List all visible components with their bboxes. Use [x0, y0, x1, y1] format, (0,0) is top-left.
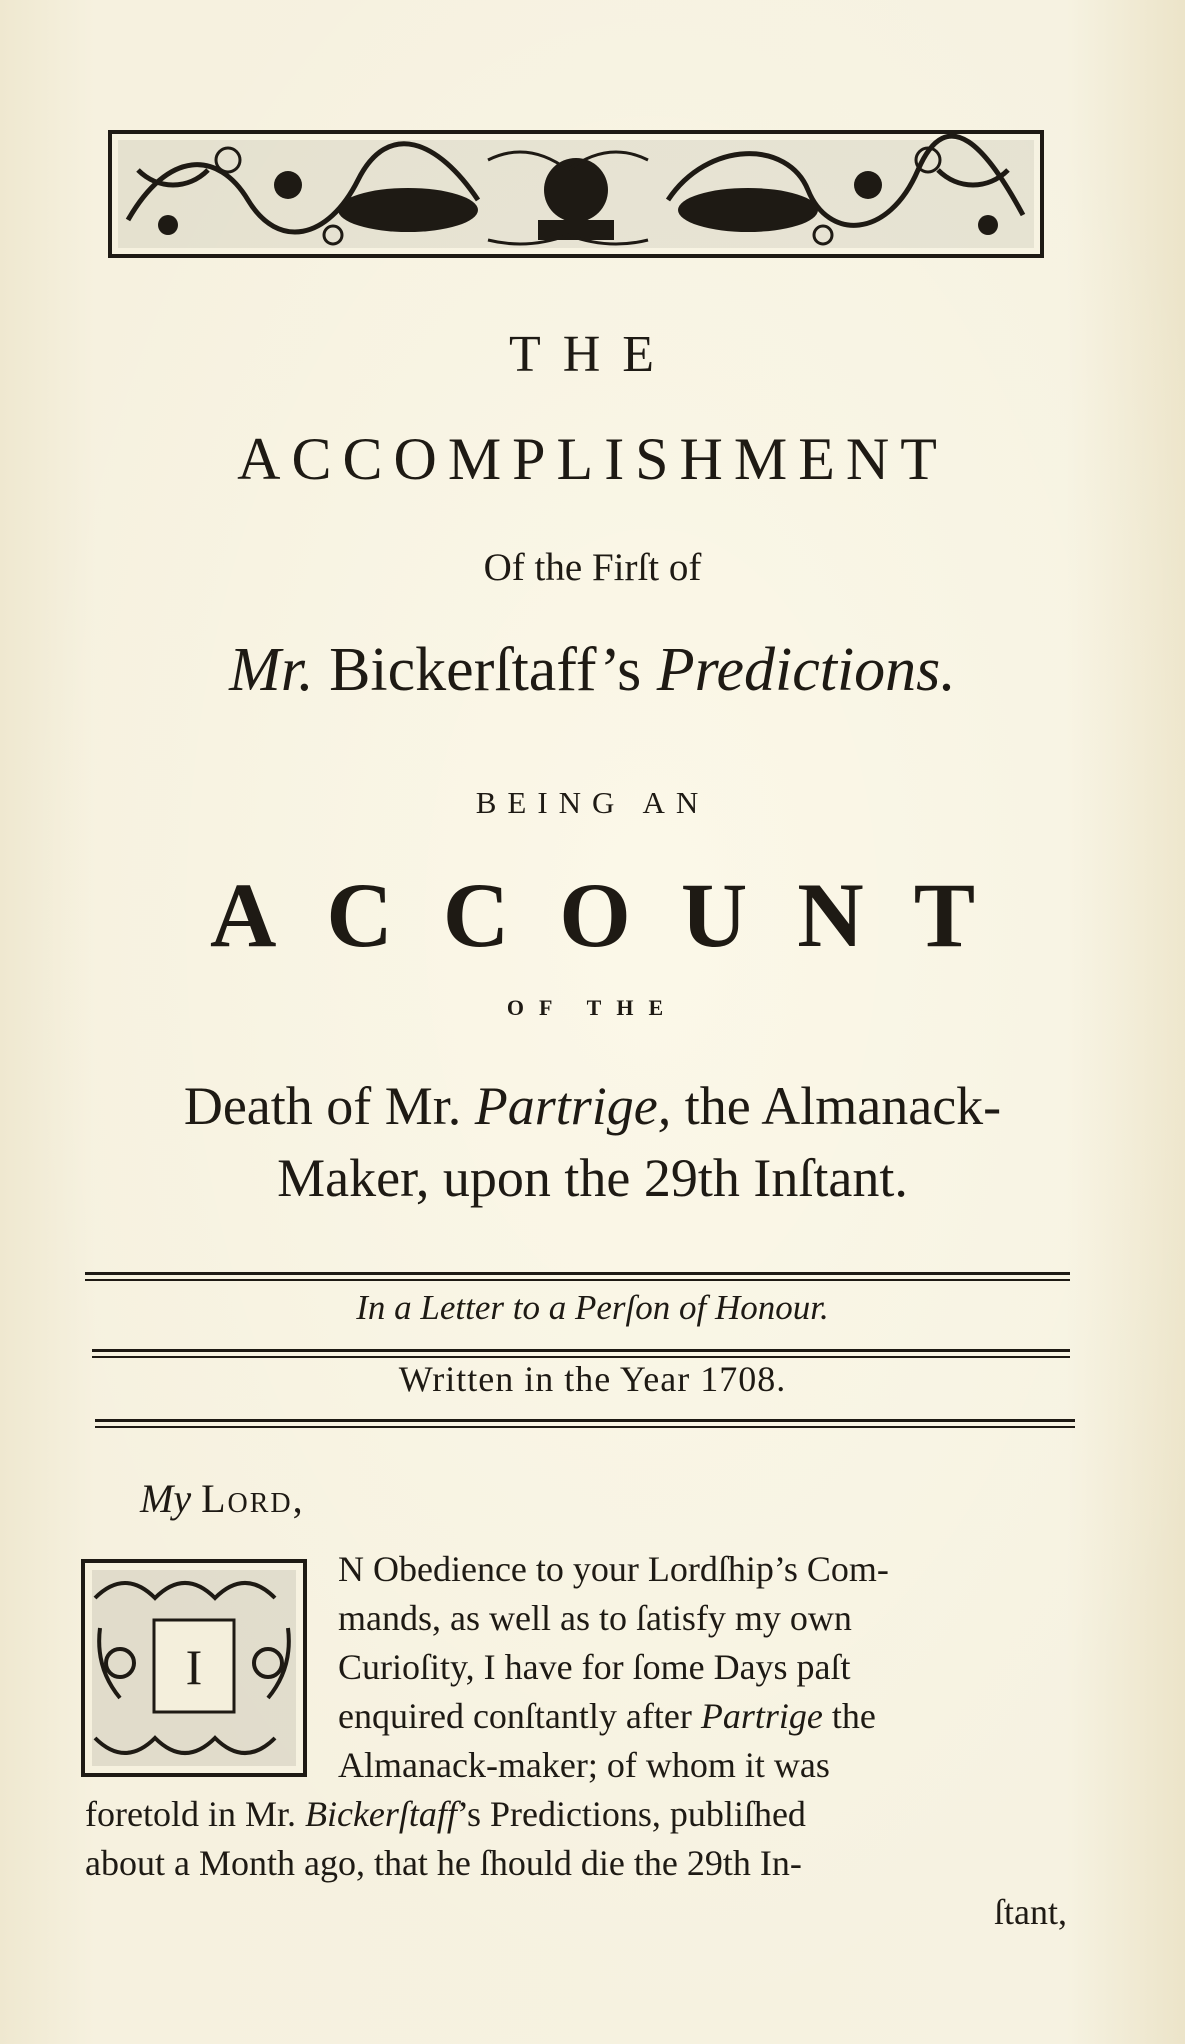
title-of-the-first: Of the Firſt of — [483, 546, 702, 589]
death-line-1a: Death of Mr. — [183, 1076, 462, 1136]
title-of-the: OF THE — [506, 995, 679, 1020]
letter-line-3: Curioſity, I have for ſome Days paſt — [338, 1647, 851, 1687]
letter-line-4 — [85, 1692, 1077, 1741]
drop-cap-letter: I — [185, 1639, 203, 1695]
title-the: THE — [508, 326, 677, 383]
rule-top-double-2 — [85, 1279, 1070, 1281]
title-bickerstaff: Bickerſtaff’s — [329, 636, 642, 704]
letter-line-1: N Obedience to your Lordſhip’s Com- — [338, 1549, 889, 1589]
title-bickerstaff-predictions — [0, 635, 1185, 706]
letter-line-7: about a Month ago, that he ſhould die the 29th In- — [85, 1843, 802, 1883]
title-account: ACCOUNT — [209, 864, 1026, 966]
title-letter-to-person: In a Letter to a Perſon of Honour. — [356, 1288, 829, 1327]
title-being-an: BEING AN — [475, 785, 710, 820]
letter-line-4-end: the — [831, 1696, 876, 1736]
letter-line-5: Almanack-maker; of whom it was — [338, 1745, 830, 1785]
letter-line-6-start: foretold in Mr. — [85, 1794, 296, 1834]
headpiece-ornament — [108, 130, 1044, 258]
letter-bickerstaff: Bickerſtaff — [304, 1794, 457, 1834]
letter-line-8: ſtant, — [994, 1892, 1067, 1932]
letter-line-2: mands, as well as to ſatisfy my own — [338, 1598, 852, 1638]
rule-top-double-1 — [85, 1272, 1070, 1275]
letter-partrige: Partrige — [700, 1696, 823, 1736]
title-predictions: Predictions. — [656, 636, 956, 704]
letter-body — [85, 1545, 1077, 1937]
letter-line-6 — [85, 1790, 1077, 1839]
title-accomplishment: ACCOMPLISHMENT — [237, 426, 948, 492]
death-partrige: Partrige, — [474, 1076, 672, 1136]
rule-middle-double-1 — [92, 1349, 1070, 1352]
salutation-my: My — [140, 1476, 192, 1521]
salutation — [140, 1475, 305, 1522]
rule-bottom-double-2 — [95, 1426, 1075, 1428]
rule-bottom-double-1 — [95, 1419, 1075, 1422]
death-line-1b: the Almanack- — [684, 1076, 1002, 1136]
title-death-of-partrige — [0, 1070, 1185, 1214]
salutation-lord: Lord, — [201, 1476, 305, 1521]
death-line-2: Maker, upon the 29th Inſtant. — [277, 1148, 908, 1208]
letter-line-6-end: ’s Predictions, publiſhed — [456, 1794, 806, 1834]
title-mr: Mr. — [229, 636, 314, 704]
letter-line-4-start: enquired conſtantly after — [338, 1696, 692, 1736]
title-written-year: Written in the Year 1708. — [398, 1359, 787, 1399]
